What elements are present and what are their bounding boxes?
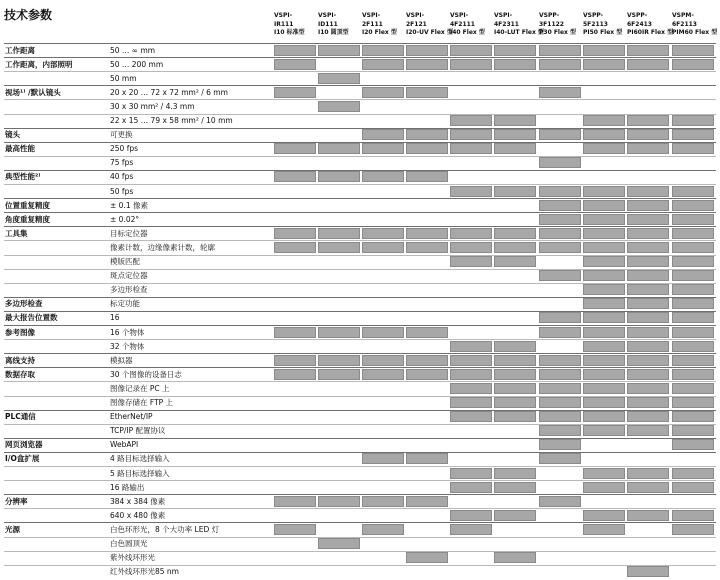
availability-cell (494, 482, 536, 493)
model-header-l3: PI50 Flex 型 (583, 29, 623, 36)
spec-value: 75 fps (110, 158, 134, 168)
model-header (406, 12, 453, 38)
availability-cell (406, 45, 448, 56)
availability-cell (672, 186, 714, 197)
availability-cell (362, 59, 404, 70)
availability-cell (539, 327, 581, 338)
availability-cell (627, 256, 669, 267)
availability-cell (627, 312, 669, 323)
availability-cell (494, 143, 536, 154)
availability-cell (494, 411, 536, 422)
spec-value: 图像存储在 FTP 上 (110, 398, 174, 407)
model-header (583, 12, 627, 38)
availability-cell (539, 312, 581, 323)
availability-cell (672, 524, 714, 535)
model-header-l1: VSPI- (494, 12, 513, 19)
availability-cell (539, 200, 581, 211)
spec-value: 标定功能 (110, 299, 140, 309)
model-header (539, 12, 583, 38)
model-header-l2: 3F1122 (539, 20, 564, 28)
availability-cell (627, 482, 669, 493)
availability-cell (362, 171, 404, 182)
model-header-l3: I20-UV Flex 型 (406, 29, 453, 36)
availability-cell (406, 143, 448, 154)
availability-cell (583, 242, 625, 253)
availability-cell (672, 383, 714, 394)
availability-cell (583, 256, 625, 267)
availability-cell (583, 115, 625, 126)
availability-cell (450, 129, 492, 140)
availability-cell (583, 482, 625, 493)
availability-cell (539, 439, 581, 450)
availability-cell (672, 200, 714, 211)
availability-cell (450, 369, 492, 380)
spec-value: 白色圆顶光 (110, 539, 148, 548)
availability-cell (627, 186, 669, 197)
availability-cell (318, 242, 360, 253)
availability-cell (672, 312, 714, 323)
spec-category: 最高性能 (5, 144, 35, 154)
availability-cell (494, 468, 536, 479)
model-header (627, 12, 674, 38)
spec-value: 30 x 30 mm² / 4.3 mm (110, 101, 195, 111)
spec-value: TCP/IP 配置协议 (110, 426, 166, 436)
availability-cell (274, 59, 316, 70)
availability-cell (450, 115, 492, 126)
availability-cell (583, 425, 625, 436)
spec-value: 16 (110, 313, 120, 323)
availability-cell (494, 383, 536, 394)
availability-cell (494, 256, 536, 267)
availability-cell (539, 425, 581, 436)
spec-value: 模拟器 (110, 355, 133, 365)
spec-category: 典型性能²⁾ (5, 172, 41, 182)
availability-cell (583, 45, 625, 56)
availability-cell (450, 59, 492, 70)
availability-cell (494, 552, 536, 563)
spec-value: 斑点定位器 (110, 271, 148, 281)
spec-category: 镜头 (5, 130, 20, 140)
availability-cell (627, 214, 669, 225)
availability-cell (539, 129, 581, 140)
model-header-l2: 6F2113 (672, 20, 697, 28)
availability-cell (274, 369, 316, 380)
availability-cell (672, 143, 714, 154)
availability-cell (583, 510, 625, 521)
spec-category: 角度重复精度 (5, 214, 50, 224)
spec-value: EtherNet/IP (110, 412, 153, 422)
availability-cell (672, 242, 714, 253)
spec-value: ± 0.1 像素 (110, 200, 148, 210)
availability-cell (318, 101, 360, 112)
availability-cell (627, 566, 669, 577)
availability-cell (362, 369, 404, 380)
availability-cell (672, 369, 714, 380)
spec-value: 5 路目标选择输入 (110, 468, 170, 478)
availability-cell (672, 327, 714, 338)
availability-cell (318, 45, 360, 56)
availability-cell (274, 327, 316, 338)
availability-cell (450, 242, 492, 253)
availability-cell (627, 425, 669, 436)
spec-value: 模版匹配 (110, 257, 140, 266)
availability-cell (672, 468, 714, 479)
availability-cell (583, 383, 625, 394)
availability-cell (450, 228, 492, 239)
model-header (362, 12, 406, 38)
availability-cell (274, 496, 316, 507)
spec-category: 离线支持 (5, 355, 35, 365)
availability-cell (627, 115, 669, 126)
availability-cell (362, 355, 404, 366)
model-header-l1: VSPP- (583, 12, 604, 19)
model-header-l3: I20 Flex 型 (362, 29, 397, 36)
spec-value: 50 … ∞ mm (110, 45, 156, 55)
spec-value: 目标定位器 (110, 228, 148, 238)
availability-cell (539, 383, 581, 394)
availability-cell (274, 242, 316, 253)
availability-cell (583, 369, 625, 380)
availability-cell (627, 510, 669, 521)
availability-cell (627, 327, 669, 338)
spec-value: 384 x 384 像素 (110, 496, 166, 506)
availability-cell (627, 341, 669, 352)
availability-cell (274, 228, 316, 239)
spec-value: 图像记录在 PC 上 (110, 383, 170, 393)
spec-value: 40 fps (110, 172, 134, 182)
availability-cell (672, 256, 714, 267)
availability-cell (494, 45, 536, 56)
availability-cell (318, 143, 360, 154)
availability-cell (406, 369, 448, 380)
availability-cell (539, 496, 581, 507)
availability-cell (362, 327, 404, 338)
availability-cell (583, 298, 625, 309)
availability-cell (539, 87, 581, 98)
availability-cell (583, 186, 625, 197)
availability-cell (627, 270, 669, 281)
model-header-l1: VSPM- (672, 12, 694, 19)
availability-cell (318, 538, 360, 549)
model-header-l1: VSPI- (406, 12, 425, 19)
availability-cell (450, 186, 492, 197)
availability-cell (450, 45, 492, 56)
availability-cell (539, 453, 581, 464)
availability-cell (539, 228, 581, 239)
availability-cell (450, 383, 492, 394)
spec-category: 工作距离，内部照明 (5, 59, 73, 69)
spec-value: 16 路输出 (110, 482, 145, 492)
availability-cell (318, 496, 360, 507)
availability-cell (450, 143, 492, 154)
availability-cell (672, 439, 714, 450)
availability-cell (672, 341, 714, 352)
availability-cell (583, 411, 625, 422)
availability-cell (672, 425, 714, 436)
availability-cell (362, 242, 404, 253)
availability-cell (627, 411, 669, 422)
availability-cell (627, 397, 669, 408)
availability-cell (672, 397, 714, 408)
model-header (274, 12, 318, 38)
availability-cell (494, 242, 536, 253)
availability-cell (494, 129, 536, 140)
availability-cell (627, 45, 669, 56)
availability-cell (627, 228, 669, 239)
availability-cell (627, 143, 669, 154)
availability-cell (672, 45, 714, 56)
model-header-l2: 2F111 (362, 20, 383, 28)
availability-cell (274, 45, 316, 56)
availability-cell (539, 45, 581, 56)
availability-cell (318, 355, 360, 366)
availability-cell (672, 482, 714, 493)
spec-category: I/O盒扩展 (5, 454, 40, 464)
availability-cell (539, 186, 581, 197)
availability-cell (406, 242, 448, 253)
spec-value: 16 个物体 (110, 327, 145, 337)
availability-cell (318, 228, 360, 239)
availability-cell (627, 129, 669, 140)
availability-cell (494, 59, 536, 70)
availability-cell (494, 510, 536, 521)
availability-cell (583, 129, 625, 140)
availability-cell (583, 355, 625, 366)
availability-cell (627, 200, 669, 211)
availability-cell (583, 341, 625, 352)
availability-cell (450, 468, 492, 479)
spec-value: 30 个图像的设备日志 (110, 369, 182, 379)
availability-cell (672, 115, 714, 126)
availability-cell (583, 59, 625, 70)
availability-cell (583, 524, 625, 535)
spec-category: 参考图像 (5, 327, 35, 337)
availability-cell (539, 411, 581, 422)
availability-cell (406, 355, 448, 366)
availability-cell (318, 73, 360, 84)
availability-cell (627, 242, 669, 253)
availability-cell (362, 87, 404, 98)
availability-cell (583, 270, 625, 281)
spec-category: 多边形检查 (5, 299, 43, 309)
model-header-l1: VSPI- (450, 12, 469, 19)
availability-cell (672, 284, 714, 295)
availability-cell (406, 87, 448, 98)
availability-cell (362, 228, 404, 239)
spec-category: 分辨率 (5, 496, 28, 506)
spec-value: WebAPI (110, 440, 139, 450)
availability-cell (362, 496, 404, 507)
availability-cell (406, 552, 448, 563)
availability-cell (362, 453, 404, 464)
availability-cell (583, 468, 625, 479)
spec-value: 像素计数，边缘像素计数，轮廓 (110, 242, 215, 252)
availability-cell (583, 397, 625, 408)
availability-cell (406, 453, 448, 464)
availability-cell (494, 341, 536, 352)
availability-cell (318, 327, 360, 338)
availability-cell (406, 59, 448, 70)
model-header-l1: VSPP- (539, 12, 560, 19)
spec-category: 工作距离 (5, 45, 35, 55)
availability-cell (274, 87, 316, 98)
spec-category: 光源 (5, 524, 20, 534)
spec-value: ± 0.02° (110, 214, 140, 224)
availability-cell (539, 157, 581, 168)
availability-cell (494, 355, 536, 366)
availability-cell (274, 524, 316, 535)
availability-cell (274, 355, 316, 366)
availability-cell (583, 312, 625, 323)
availability-cell (583, 284, 625, 295)
availability-cell (539, 397, 581, 408)
model-header-l1: VSPI- (274, 12, 293, 19)
model-header-l2: IR111 (274, 20, 294, 28)
availability-cell (274, 143, 316, 154)
spec-category: 最大报告位置数 (5, 313, 58, 323)
availability-cell (274, 171, 316, 182)
model-header-l2: 6F2413 (627, 20, 652, 28)
availability-cell (539, 270, 581, 281)
availability-cell (627, 355, 669, 366)
model-header-l3: PI60IR Flex 型 (627, 29, 674, 36)
availability-cell (672, 270, 714, 281)
availability-cell (494, 369, 536, 380)
model-header (450, 12, 494, 38)
spec-value: 20 x 20 … 72 x 72 mm² / 6 mm (110, 87, 228, 97)
model-header-l2: 2F121 (406, 20, 427, 28)
availability-cell (539, 355, 581, 366)
availability-cell (450, 524, 492, 535)
availability-cell (318, 171, 360, 182)
model-header-l1: VSPI- (362, 12, 381, 19)
page-title: 技术参数 (4, 8, 53, 22)
spec-value: 22 x 15 … 79 x 58 mm² / 10 mm (110, 116, 233, 125)
availability-cell (672, 355, 714, 366)
availability-cell (362, 143, 404, 154)
model-header-l3: I10 标准型 (274, 29, 305, 36)
availability-cell (627, 468, 669, 479)
availability-cell (318, 369, 360, 380)
availability-cell (539, 369, 581, 380)
spec-value: 白色环形光，8 个大功率 LED 灯 (110, 524, 220, 534)
availability-cell (494, 228, 536, 239)
model-header-l2: 5F2113 (583, 20, 608, 28)
availability-cell (672, 411, 714, 422)
spec-category: PLC通信 (5, 412, 36, 422)
availability-cell (539, 242, 581, 253)
spec-value: 640 x 480 像素 (110, 510, 166, 520)
availability-cell (672, 298, 714, 309)
spec-value: 32 个物体 (110, 341, 145, 351)
model-header-l3: I40 Flex 型 (450, 29, 485, 36)
availability-cell (406, 327, 448, 338)
availability-cell (627, 383, 669, 394)
availability-cell (672, 214, 714, 225)
spec-value: 50 mm (110, 73, 137, 83)
model-header-l3: PIM60 Flex 型 (672, 29, 718, 36)
availability-cell (672, 59, 714, 70)
availability-cell (583, 143, 625, 154)
availability-cell (583, 327, 625, 338)
spec-category: 视场¹⁾ /默认镜头 (5, 87, 61, 97)
availability-cell (450, 397, 492, 408)
availability-cell (362, 524, 404, 535)
availability-cell (450, 355, 492, 366)
availability-cell (627, 284, 669, 295)
spec-category: 数据存取 (5, 369, 35, 379)
availability-cell (672, 129, 714, 140)
availability-cell (672, 228, 714, 239)
model-header-l3: I10 圆顶型 (318, 29, 349, 36)
availability-cell (450, 341, 492, 352)
spec-value: 50 … 200 mm (110, 59, 164, 69)
model-header-l1: VSPP- (627, 12, 648, 19)
availability-cell (362, 129, 404, 140)
availability-cell (494, 115, 536, 126)
model-header-l2: ID111 (318, 20, 338, 28)
availability-cell (450, 411, 492, 422)
availability-cell (450, 256, 492, 267)
availability-cell (627, 369, 669, 380)
availability-cell (627, 59, 669, 70)
availability-cell (406, 171, 448, 182)
model-header (494, 12, 544, 38)
spec-category: 工具集 (5, 228, 28, 238)
availability-cell (583, 214, 625, 225)
availability-cell (583, 228, 625, 239)
spec-value: 多边形检查 (110, 285, 148, 295)
model-header-l1: VSPI- (318, 12, 337, 19)
spec-category: 网页浏览器 (5, 440, 43, 450)
model-header (672, 12, 716, 38)
availability-cell (450, 510, 492, 521)
availability-cell (362, 45, 404, 56)
availability-cell (627, 298, 669, 309)
spec-value: 可更换 (110, 130, 133, 140)
availability-cell (539, 59, 581, 70)
spec-value: 50 fps (110, 186, 134, 196)
model-header-l3: I40-LUT Flex 型 (494, 29, 544, 36)
spec-value: 4 路目标选择输入 (110, 454, 170, 464)
availability-cell (494, 397, 536, 408)
spec-category: 位置重复精度 (5, 200, 50, 210)
availability-cell (406, 496, 448, 507)
availability-cell (583, 200, 625, 211)
availability-cell (494, 186, 536, 197)
spec-value: 紫外线环形光 (110, 553, 155, 563)
availability-cell (450, 482, 492, 493)
model-header-l2: 4F2311 (494, 20, 519, 28)
availability-cell (672, 510, 714, 521)
availability-cell (539, 214, 581, 225)
model-header (318, 12, 362, 38)
availability-cell (406, 228, 448, 239)
model-header-l2: 4F2111 (450, 20, 475, 28)
model-header-l3: P30 Flex 型 (539, 29, 577, 36)
spec-value: 250 fps (110, 144, 139, 154)
availability-cell (406, 129, 448, 140)
spec-value: 红外线环形光85 nm (110, 567, 179, 577)
